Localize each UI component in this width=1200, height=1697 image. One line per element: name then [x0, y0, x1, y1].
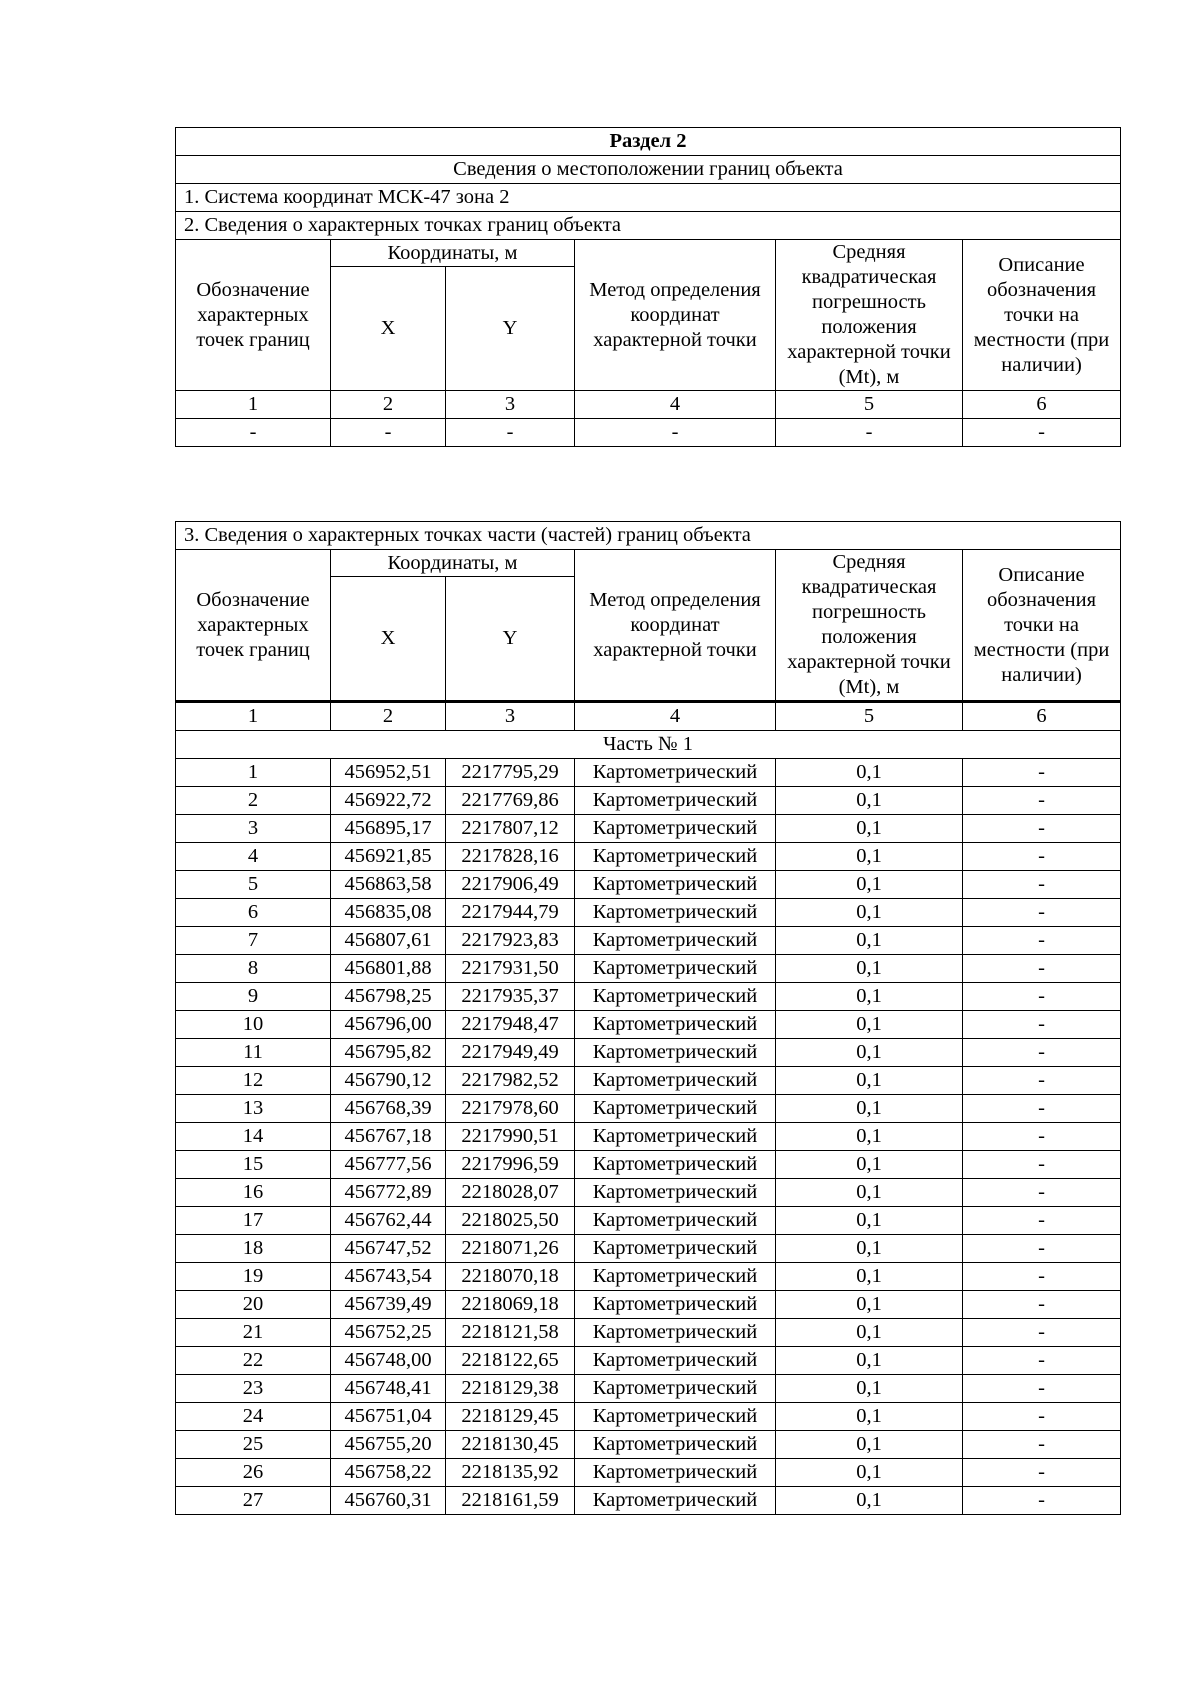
point-number: 7: [176, 927, 331, 955]
x-coordinate: 456752,25: [331, 1319, 446, 1347]
method-cell: Картометрический: [575, 815, 776, 843]
x-coordinate: 456743,54: [331, 1263, 446, 1291]
col-number: 6: [963, 702, 1121, 731]
description-cell: -: [963, 1319, 1121, 1347]
col-number: 6: [963, 391, 1121, 419]
table-row: [176, 787, 1121, 815]
header-error: Средняя квадратическая погрешность положения характерной точки (Mt), м: [776, 550, 963, 702]
col-number: 1: [176, 702, 331, 731]
point-number: 14: [176, 1123, 331, 1151]
description-cell: -: [963, 927, 1121, 955]
header-x: X: [331, 267, 446, 391]
x-coordinate: 456895,17: [331, 815, 446, 843]
point-number: 27: [176, 1487, 331, 1515]
header-error: Средняя квадратическая погрешность положения характерной точки (Mt), м: [776, 240, 963, 391]
error-cell: 0,1: [776, 1459, 963, 1487]
section-title: Раздел 2: [176, 128, 1121, 156]
error-cell: 0,1: [776, 1319, 963, 1347]
table-row: [176, 955, 1121, 983]
x-coordinate: 456768,39: [331, 1095, 446, 1123]
description-cell: -: [963, 983, 1121, 1011]
part-points-table: [175, 521, 1121, 1515]
col-number: 5: [776, 702, 963, 731]
method-cell: Картометрический: [575, 1291, 776, 1319]
table-row: [176, 1095, 1121, 1123]
method-cell: Картометрический: [575, 1179, 776, 1207]
error-cell: 0,1: [776, 955, 963, 983]
y-coordinate: 2217948,47: [446, 1011, 575, 1039]
table-row: [176, 1235, 1121, 1263]
table-row: [176, 1011, 1121, 1039]
y-coordinate: 2217944,79: [446, 899, 575, 927]
method-cell: Картометрический: [575, 1067, 776, 1095]
point-number: 23: [176, 1375, 331, 1403]
error-cell: 0,1: [776, 1011, 963, 1039]
table-row: [176, 815, 1121, 843]
point-number: 12: [176, 1067, 331, 1095]
point-number: 24: [176, 1403, 331, 1431]
table-row: [176, 1039, 1121, 1067]
x-coordinate: 456772,89: [331, 1179, 446, 1207]
method-cell: Картометрический: [575, 1039, 776, 1067]
table-row: [176, 1487, 1121, 1515]
x-coordinate: 456739,49: [331, 1291, 446, 1319]
x-coordinate: 456795,82: [331, 1039, 446, 1067]
error-cell: 0,1: [776, 899, 963, 927]
error-cell: 0,1: [776, 1291, 963, 1319]
point-number: 16: [176, 1179, 331, 1207]
method-cell: Картометрический: [575, 983, 776, 1011]
y-coordinate: 2218025,50: [446, 1207, 575, 1235]
error-cell: 0,1: [776, 1039, 963, 1067]
table-row: [176, 1347, 1121, 1375]
description-cell: -: [963, 1123, 1121, 1151]
description-cell: -: [963, 1207, 1121, 1235]
description-cell: -: [963, 871, 1121, 899]
error-cell: 0,1: [776, 1179, 963, 1207]
table-row: [176, 843, 1121, 871]
description-cell: -: [963, 1151, 1121, 1179]
header-y: Y: [446, 577, 575, 702]
description-cell: -: [963, 1459, 1121, 1487]
y-coordinate: 2218129,45: [446, 1403, 575, 1431]
empty-cell: -: [176, 419, 331, 447]
error-cell: 0,1: [776, 871, 963, 899]
method-cell: Картометрический: [575, 1347, 776, 1375]
x-coordinate: 456758,22: [331, 1459, 446, 1487]
description-cell: -: [963, 1263, 1121, 1291]
point-number: 4: [176, 843, 331, 871]
description-cell: -: [963, 1039, 1121, 1067]
description-cell: -: [963, 1487, 1121, 1515]
error-cell: 0,1: [776, 1095, 963, 1123]
method-cell: Картометрический: [575, 899, 776, 927]
error-cell: 0,1: [776, 1431, 963, 1459]
description-cell: -: [963, 787, 1121, 815]
method-cell: Картометрический: [575, 1375, 776, 1403]
table-row: [176, 1179, 1121, 1207]
header-y: Y: [446, 267, 575, 391]
y-coordinate: 2218070,18: [446, 1263, 575, 1291]
table-row: [176, 1291, 1121, 1319]
point-number: 3: [176, 815, 331, 843]
description-cell: -: [963, 1095, 1121, 1123]
y-coordinate: 2217978,60: [446, 1095, 575, 1123]
header-x: X: [331, 577, 446, 702]
error-cell: 0,1: [776, 927, 963, 955]
error-cell: 0,1: [776, 1235, 963, 1263]
y-coordinate: 2217807,12: [446, 815, 575, 843]
y-coordinate: 2217931,50: [446, 955, 575, 983]
table-row: [176, 983, 1121, 1011]
description-cell: -: [963, 843, 1121, 871]
x-coordinate: 456801,88: [331, 955, 446, 983]
error-cell: 0,1: [776, 759, 963, 787]
x-coordinate: 456921,85: [331, 843, 446, 871]
description-cell: -: [963, 815, 1121, 843]
point-number: 8: [176, 955, 331, 983]
point-number: 17: [176, 1207, 331, 1235]
point-number: 9: [176, 983, 331, 1011]
description-cell: -: [963, 1011, 1121, 1039]
table-row: [176, 1263, 1121, 1291]
y-coordinate: 2217935,37: [446, 983, 575, 1011]
y-coordinate: 2218135,92: [446, 1459, 575, 1487]
method-cell: Картометрический: [575, 1095, 776, 1123]
x-coordinate: 456777,56: [331, 1151, 446, 1179]
y-coordinate: 2218122,65: [446, 1347, 575, 1375]
error-cell: 0,1: [776, 1123, 963, 1151]
point-number: 18: [176, 1235, 331, 1263]
col-number: 2: [331, 702, 446, 731]
x-coordinate: 456748,00: [331, 1347, 446, 1375]
col-number: 4: [575, 702, 776, 731]
y-coordinate: 2217769,86: [446, 787, 575, 815]
header-coordinates: Координаты, м: [331, 550, 575, 577]
points-heading: 2. Сведения о характерных точках границ объекта: [176, 212, 1121, 240]
method-cell: Картометрический: [575, 1431, 776, 1459]
header-coordinates: Координаты, м: [331, 240, 575, 267]
empty-cell: -: [575, 419, 776, 447]
x-coordinate: 456863,58: [331, 871, 446, 899]
header-designation: Обозначение характерных точек границ: [176, 550, 331, 702]
description-cell: -: [963, 1347, 1121, 1375]
description-cell: -: [963, 1375, 1121, 1403]
x-coordinate: 456798,25: [331, 983, 446, 1011]
parts-heading: 3. Сведения о характерных точках части (частей) границ объекта: [176, 522, 1121, 550]
point-number: 2: [176, 787, 331, 815]
x-coordinate: 456748,41: [331, 1375, 446, 1403]
col-number: 2: [331, 391, 446, 419]
table-row: [176, 1375, 1121, 1403]
method-cell: Картометрический: [575, 1123, 776, 1151]
y-coordinate: 2218161,59: [446, 1487, 575, 1515]
point-number: 20: [176, 1291, 331, 1319]
table-row: [176, 1319, 1121, 1347]
x-coordinate: 456767,18: [331, 1123, 446, 1151]
method-cell: Картометрический: [575, 787, 776, 815]
table-row: [176, 1067, 1121, 1095]
error-cell: 0,1: [776, 1403, 963, 1431]
method-cell: Картометрический: [575, 1263, 776, 1291]
method-cell: Картометрический: [575, 1487, 776, 1515]
point-number: 19: [176, 1263, 331, 1291]
y-coordinate: 2217828,16: [446, 843, 575, 871]
method-cell: Картометрический: [575, 843, 776, 871]
header-description: Описание обозначения точки на местности (при наличии): [963, 240, 1121, 391]
col-number: 3: [446, 702, 575, 731]
description-cell: -: [963, 1291, 1121, 1319]
method-cell: Картометрический: [575, 1403, 776, 1431]
method-cell: Картометрический: [575, 1011, 776, 1039]
y-coordinate: 2218071,26: [446, 1235, 575, 1263]
col-number: 3: [446, 391, 575, 419]
section-subtitle: Сведения о местоположении границ объекта: [176, 156, 1121, 184]
point-number: 21: [176, 1319, 331, 1347]
point-number: 1: [176, 759, 331, 787]
point-number: 11: [176, 1039, 331, 1067]
x-coordinate: 456922,72: [331, 787, 446, 815]
method-cell: Картометрический: [575, 955, 776, 983]
description-cell: -: [963, 1235, 1121, 1263]
table-row: [176, 927, 1121, 955]
header-method: Метод определения координат характерной точки: [575, 550, 776, 702]
table-row: [176, 759, 1121, 787]
error-cell: 0,1: [776, 983, 963, 1011]
point-number: 22: [176, 1347, 331, 1375]
y-coordinate: 2218130,45: [446, 1431, 575, 1459]
coord-system: 1. Система координат МСК-47 зона 2: [176, 184, 1121, 212]
x-coordinate: 456835,08: [331, 899, 446, 927]
method-cell: Картометрический: [575, 759, 776, 787]
y-coordinate: 2217949,49: [446, 1039, 575, 1067]
x-coordinate: 456747,52: [331, 1235, 446, 1263]
y-coordinate: 2218028,07: [446, 1179, 575, 1207]
method-cell: Картометрический: [575, 1319, 776, 1347]
point-number: 13: [176, 1095, 331, 1123]
x-coordinate: 456760,31: [331, 1487, 446, 1515]
part-label: Часть № 1: [176, 731, 1121, 759]
error-cell: 0,1: [776, 1151, 963, 1179]
empty-cell: -: [446, 419, 575, 447]
col-number: 4: [575, 391, 776, 419]
method-cell: Картометрический: [575, 871, 776, 899]
table-row: [176, 1431, 1121, 1459]
header-method: Метод определения координат характерной точки: [575, 240, 776, 391]
x-coordinate: 456796,00: [331, 1011, 446, 1039]
x-coordinate: 456807,61: [331, 927, 446, 955]
description-cell: -: [963, 1431, 1121, 1459]
col-number: 1: [176, 391, 331, 419]
col-number: 5: [776, 391, 963, 419]
error-cell: 0,1: [776, 1067, 963, 1095]
description-cell: -: [963, 1179, 1121, 1207]
y-coordinate: 2217795,29: [446, 759, 575, 787]
point-number: 10: [176, 1011, 331, 1039]
description-cell: -: [963, 1403, 1121, 1431]
point-number: 6: [176, 899, 331, 927]
error-cell: 0,1: [776, 843, 963, 871]
x-coordinate: 456755,20: [331, 1431, 446, 1459]
error-cell: 0,1: [776, 1263, 963, 1291]
x-coordinate: 456952,51: [331, 759, 446, 787]
y-coordinate: 2218069,18: [446, 1291, 575, 1319]
x-coordinate: 456751,04: [331, 1403, 446, 1431]
empty-cell: -: [331, 419, 446, 447]
header-description: Описание обозначения точки на местности (при наличии): [963, 550, 1121, 702]
y-coordinate: 2217923,83: [446, 927, 575, 955]
error-cell: 0,1: [776, 787, 963, 815]
point-number: 15: [176, 1151, 331, 1179]
y-coordinate: 2218121,58: [446, 1319, 575, 1347]
table-row: [176, 1207, 1121, 1235]
method-cell: Картометрический: [575, 1151, 776, 1179]
x-coordinate: 456762,44: [331, 1207, 446, 1235]
error-cell: 0,1: [776, 1347, 963, 1375]
error-cell: 0,1: [776, 1487, 963, 1515]
table-row: [176, 1123, 1121, 1151]
table-row: [176, 899, 1121, 927]
table-row: [176, 1151, 1121, 1179]
point-number: 5: [176, 871, 331, 899]
y-coordinate: 2217906,49: [446, 871, 575, 899]
table-row: [176, 1459, 1121, 1487]
table-row: [176, 1403, 1121, 1431]
method-cell: Картометрический: [575, 1235, 776, 1263]
description-cell: -: [963, 759, 1121, 787]
error-cell: 0,1: [776, 1375, 963, 1403]
method-cell: Картометрический: [575, 1207, 776, 1235]
y-coordinate: 2217990,51: [446, 1123, 575, 1151]
error-cell: 0,1: [776, 1207, 963, 1235]
header-designation: Обозначение характерных точек границ: [176, 240, 331, 391]
empty-cell: -: [776, 419, 963, 447]
description-cell: -: [963, 955, 1121, 983]
y-coordinate: 2217982,52: [446, 1067, 575, 1095]
empty-cell: -: [963, 419, 1121, 447]
table-row: [176, 871, 1121, 899]
point-number: 26: [176, 1459, 331, 1487]
method-cell: Картометрический: [575, 1459, 776, 1487]
method-cell: Картометрический: [575, 927, 776, 955]
description-cell: -: [963, 899, 1121, 927]
error-cell: 0,1: [776, 815, 963, 843]
y-coordinate: 2217996,59: [446, 1151, 575, 1179]
boundary-points-table: [175, 127, 1121, 447]
point-number: 25: [176, 1431, 331, 1459]
x-coordinate: 456790,12: [331, 1067, 446, 1095]
y-coordinate: 2218129,38: [446, 1375, 575, 1403]
description-cell: -: [963, 1067, 1121, 1095]
